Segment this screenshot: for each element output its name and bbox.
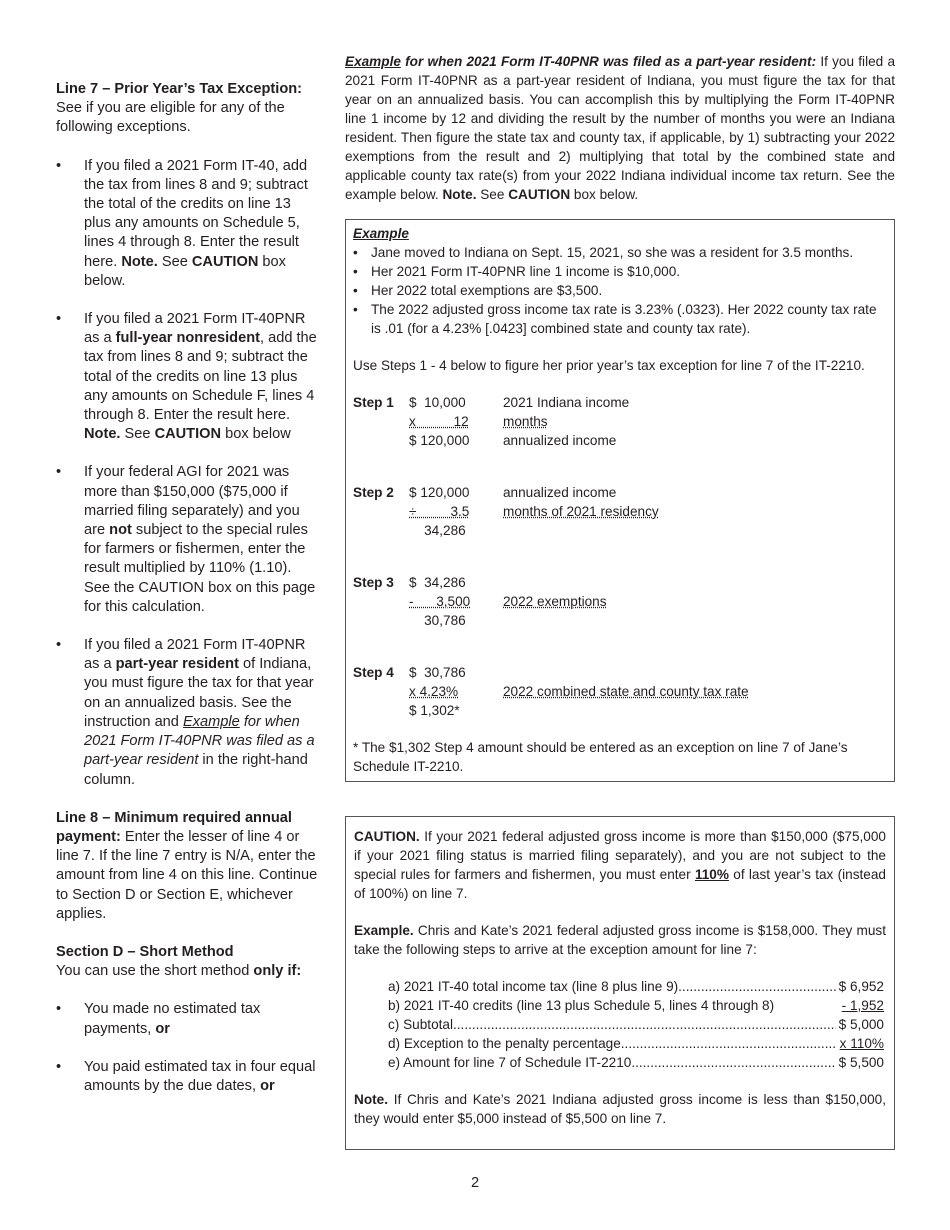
step-2 bbox=[353, 483, 886, 540]
section-d-heading bbox=[56, 943, 318, 981]
text-segment: CAUTION. bbox=[354, 829, 420, 844]
example-footnote: * The $1,302 Step 4 amount should be entered as an exception on line 7 of Jane’s Schedule IT-2210. bbox=[353, 740, 848, 774]
example-facts bbox=[353, 243, 886, 338]
text-segment: part-year resident bbox=[115, 656, 239, 673]
use-steps-text: Use Steps 1 - 4 below to figure her prior year’s tax exception for line 7 of the IT-2210. bbox=[353, 358, 865, 373]
step-label bbox=[353, 682, 409, 701]
step-amount: $ 120,000 bbox=[409, 485, 470, 500]
step-label bbox=[353, 701, 409, 720]
dot-leader bbox=[774, 996, 839, 1015]
text-segment: You can use the short method bbox=[56, 963, 250, 980]
step-label bbox=[353, 412, 409, 431]
text-segment: If you filed a 2021 Form IT-40PNR as a bbox=[84, 637, 306, 673]
step-label bbox=[353, 502, 409, 521]
step-label: Step 3 bbox=[353, 575, 394, 590]
step-amount: $ 10,000 bbox=[409, 395, 466, 410]
text-segment: See bbox=[120, 426, 155, 443]
text-segment: box below bbox=[221, 426, 291, 443]
text-segment: full-year nonresident bbox=[115, 330, 260, 347]
text-segment: subject to the special rules for farmers or fishermen, enter the result multiplied by 110% (1.10). See the CAUTION box on this page for this calculation. bbox=[84, 522, 316, 615]
step-amount: $ 34,286 bbox=[409, 575, 466, 590]
step-description: months bbox=[503, 414, 548, 429]
text-segment: Chris and Kate’s 2021 federal adjusted gross income is $158,000. They must take the following steps to arrive at the exception amount for line 7: bbox=[354, 923, 886, 957]
text-segment: You paid estimated tax in four equal amounts by the due dates, bbox=[84, 1058, 316, 1094]
text-segment: Note. bbox=[442, 187, 477, 202]
text-segment: If you filed a 2021 Form IT-40PNR as a part-year resident of Indiana, you must figure the tax for that year on an annualized basis. You can accomplish this by multiplying the Form IT-40PNR line 1 income by 12 and dividing the result by the number of months you were an Indiana resident. Then figure the state tax and county tax, if applicable, by 1) subtracting your 2022 exemptions from the result and 2) multiplying that total by the combined state and applicable county tax rate(s) from your 2022 Indiana individual income tax return. See the example below. bbox=[345, 54, 896, 202]
step-description bbox=[503, 521, 886, 540]
text-segment: See bbox=[476, 187, 509, 202]
text-segment: Line 7 – Prior Year’s Tax Exception: bbox=[56, 81, 303, 97]
left-column bbox=[56, 80, 318, 1115]
text-segment: See bbox=[157, 253, 192, 270]
text-segment: or bbox=[155, 1020, 170, 1037]
text-segment: of last year’s tax (instead of 100%) on line 7. bbox=[354, 867, 886, 901]
text-segment: Enter the lesser of line 4 or line 7. If the line 7 entry is N/A, enter the amount from line 4 on this line. Continue to Section D or Section E, whichever applies. bbox=[56, 828, 318, 922]
text-segment: Example bbox=[345, 54, 401, 69]
list-item bbox=[56, 463, 318, 617]
step-description: months of 2021 residency bbox=[503, 504, 659, 519]
list-item bbox=[56, 310, 318, 444]
text-segment: You made no estimated tax payments, bbox=[84, 1001, 261, 1037]
text-segment: CAUTION bbox=[154, 426, 222, 443]
text-segment: Example. bbox=[354, 923, 414, 938]
calculation-row bbox=[388, 1015, 884, 1034]
text-segment: only if: bbox=[253, 963, 302, 980]
list-item bbox=[56, 1000, 318, 1038]
text-segment: Section D – Short Method bbox=[56, 943, 234, 960]
step-amount: x 12 bbox=[409, 414, 469, 429]
example-fact: • Her 2022 total exemptions are $3,500. bbox=[353, 281, 886, 300]
text-segment: box below. bbox=[84, 253, 286, 289]
text-segment: Line 8 – Minimum required annual payment: bbox=[56, 809, 292, 845]
text-segment: If your 2021 federal adjusted gross income is more than $150,000 ($75,000 if your 2021 filing status is married filing separately), and you are not subject to the special rules for farmers and fishermen, you must enter bbox=[354, 829, 886, 882]
text-segment: If Chris and Kate’s 2021 Indiana adjusted gross income is less than $150,000, they would enter $5,000 instead of $5,500 on line 7. bbox=[354, 1092, 886, 1126]
list-item bbox=[56, 157, 318, 291]
calculation-label: a) 2021 IT-40 total income tax (line 8 plus line 9) bbox=[388, 979, 679, 994]
line7-exceptions-list bbox=[56, 157, 318, 790]
caution-text bbox=[354, 827, 886, 903]
calculation-value: $ 5,000 bbox=[838, 1017, 884, 1032]
list-item bbox=[56, 636, 318, 790]
example-fact: • Her 2021 Form IT-40PNR line 1 income is $10,000. bbox=[353, 262, 886, 281]
dot-leader bbox=[631, 1053, 835, 1072]
step-description bbox=[503, 611, 886, 630]
calculation-row bbox=[388, 1034, 884, 1053]
text-segment: not bbox=[109, 522, 132, 539]
step-amount: $ 30,786 bbox=[409, 665, 466, 680]
line7-instructions bbox=[56, 80, 318, 138]
line8-instructions bbox=[56, 809, 318, 924]
step-label bbox=[353, 521, 409, 540]
step-description: 2022 exemptions bbox=[503, 594, 607, 609]
right-column bbox=[345, 52, 895, 1150]
calculation-label: b) 2021 IT-40 credits (line 13 plus Schedule 5, lines 4 through 8) bbox=[388, 998, 775, 1013]
example-box bbox=[345, 219, 895, 782]
step-description: 2021 Indiana income bbox=[503, 395, 630, 410]
step-amount: 34,286 bbox=[409, 523, 466, 538]
step-label bbox=[353, 611, 409, 630]
text-segment: Example bbox=[182, 713, 240, 730]
caution-note bbox=[354, 1090, 886, 1128]
text-segment: , add the tax from lines 8 and 9; subtract the total of the credits on line 13 plus any amounts on Schedule F, lines 4 through 8. Enter the result here. bbox=[84, 330, 317, 424]
calculation-label: d) Exception to the penalty percentage bbox=[388, 1036, 621, 1051]
dot-leader bbox=[678, 977, 835, 996]
calculation-label: e) Amount for line 7 of Schedule IT-2210 bbox=[388, 1055, 632, 1070]
text-segment: Note. bbox=[121, 253, 158, 270]
step-amount: - 3,500 bbox=[409, 594, 471, 609]
step-amount: 30,786 bbox=[409, 613, 466, 628]
step-label bbox=[353, 431, 409, 450]
calculation-value: - 1,952 bbox=[841, 998, 884, 1013]
dot-leader bbox=[621, 1034, 837, 1053]
text-segment: for when 2021 Form IT-40PNR was filed as a part-year resident: bbox=[400, 54, 817, 69]
example-title: Example bbox=[353, 226, 409, 241]
step-1 bbox=[353, 393, 886, 450]
step-description: annualized income bbox=[503, 433, 617, 448]
step-amount: $ 120,000 bbox=[409, 433, 470, 448]
step-amount: ÷ 3.5 bbox=[409, 504, 470, 519]
dot-leader bbox=[453, 1015, 836, 1034]
step-4 bbox=[353, 663, 886, 720]
page-number: 2 bbox=[470, 1175, 480, 1191]
step-label bbox=[353, 592, 409, 611]
calculation-value: $ 5,500 bbox=[838, 1055, 884, 1070]
step-label: Step 2 bbox=[353, 485, 394, 500]
text-segment: CAUTION bbox=[508, 187, 571, 202]
calculation-row bbox=[388, 996, 884, 1015]
step-description bbox=[503, 663, 886, 682]
step-description bbox=[503, 701, 886, 720]
step-amount: $ 1,302* bbox=[409, 703, 460, 718]
text-segment: If you filed a 2021 Form IT-40PNR as a bbox=[84, 311, 306, 347]
text-segment: 110% bbox=[694, 867, 729, 882]
text-segment: CAUTION bbox=[191, 253, 259, 270]
calculation-label: c) Subtotal bbox=[388, 1017, 453, 1032]
step-description bbox=[503, 573, 886, 592]
step-3 bbox=[353, 573, 886, 630]
caution-calculation bbox=[354, 977, 886, 1072]
text-segment: or bbox=[260, 1077, 275, 1094]
text-segment: of Indiana, you must figure the tax for that year on an annualized basis. See the instruction and bbox=[84, 656, 314, 730]
caution-box bbox=[345, 816, 895, 1150]
text-segment: for when 2021 Form IT-40PNR was filed as a part-year resident bbox=[84, 713, 315, 769]
calculation-row bbox=[388, 1053, 884, 1072]
step-label: Step 1 bbox=[353, 395, 394, 410]
step-label: Step 4 bbox=[353, 665, 394, 680]
text-segment: If you filed a 2021 Form IT-40, add the tax from lines 8 and 9; subtract the total of the credits on line 13 plus any amounts on Schedule 5, lines 4 through 8. Enter the result here. bbox=[84, 157, 308, 270]
example-fact: • Jane moved to Indiana on Sept. 15, 2021, so she was a resident for 3.5 months. bbox=[353, 243, 886, 262]
calculation-row bbox=[388, 977, 884, 996]
text-segment: If your federal AGI for 2021 was more than $150,000 ($75,000 if married filing separately) and you are bbox=[84, 464, 300, 539]
step-description: 2022 combined state and county tax rate bbox=[503, 684, 749, 699]
caution-example-text bbox=[354, 921, 886, 959]
text-segment: See if you are eligible for any of the following exceptions. bbox=[56, 100, 285, 136]
calculation-value: $ 6,952 bbox=[838, 979, 884, 994]
part-year-example-intro bbox=[345, 52, 895, 204]
calculation-value: x 110% bbox=[839, 1036, 884, 1051]
text-segment: in the right-hand column. bbox=[84, 752, 308, 788]
step-description: annualized income bbox=[503, 485, 617, 500]
text-segment: Note. bbox=[84, 426, 121, 443]
list-item bbox=[56, 1058, 318, 1096]
steps bbox=[353, 393, 886, 738]
step-amount: x 4.23% bbox=[409, 684, 459, 699]
example-fact: • The 2022 adjusted gross income tax rate is 3.23% (.0323). Her 2022 county tax rate is .01 (for a 4.23% [.0423] combined state and county tax rate). bbox=[353, 300, 886, 338]
text-segment: box below. bbox=[570, 187, 639, 202]
short-method-conditions bbox=[56, 1000, 318, 1096]
text-segment: Note. bbox=[354, 1092, 388, 1107]
